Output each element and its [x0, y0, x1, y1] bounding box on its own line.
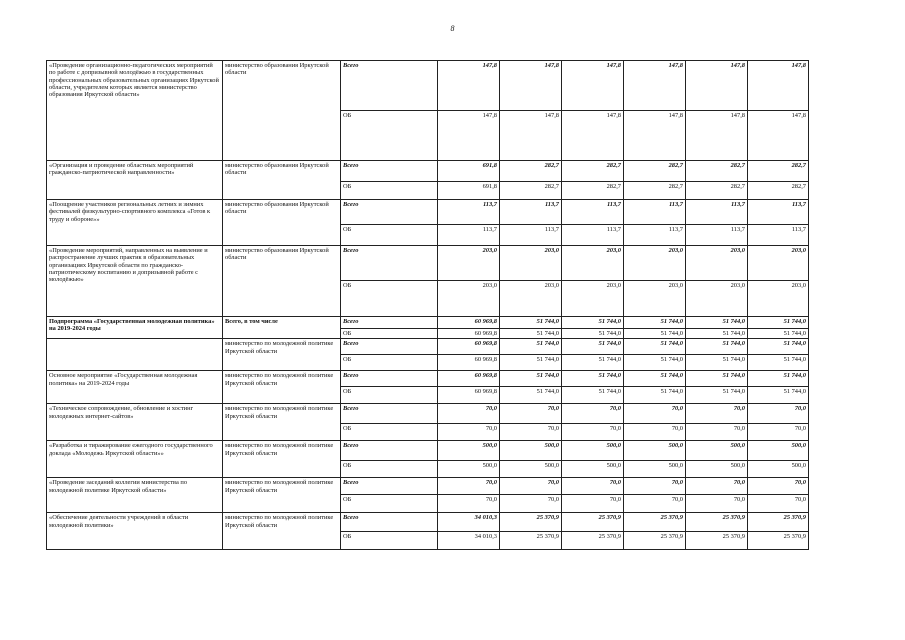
amount-cell: 51 744,0: [748, 387, 809, 404]
amount-cell: 203,0: [686, 246, 748, 281]
amount-cell: 113,7: [686, 200, 748, 225]
amount-cell: 51 744,0: [562, 371, 624, 387]
amount-cell: 70,0: [624, 424, 686, 441]
amount-cell: 203,0: [438, 246, 500, 281]
amount-cell: 500,0: [624, 441, 686, 461]
amount-cell: 500,0: [748, 461, 809, 478]
amount-cell: 203,0: [562, 281, 624, 317]
amount-cell: 25 370,9: [686, 532, 748, 550]
amount-cell: 51 744,0: [624, 355, 686, 371]
amount-cell: 147,8: [686, 61, 748, 111]
amount-cell: 51 744,0: [686, 355, 748, 371]
executor-cell: министерство по молодежной политике Иркутской области: [223, 478, 341, 513]
funding-source-cell: ОБ: [341, 225, 438, 246]
amount-cell: 147,8: [748, 61, 809, 111]
amount-cell: 147,8: [562, 61, 624, 111]
amount-cell: 282,7: [624, 161, 686, 182]
funding-source-cell: Всего: [341, 371, 438, 387]
amount-cell: 25 370,9: [624, 513, 686, 532]
amount-cell: 500,0: [562, 441, 624, 461]
amount-cell: 51 744,0: [500, 339, 562, 355]
amount-cell: 70,0: [748, 478, 809, 495]
amount-cell: 70,0: [624, 478, 686, 495]
amount-cell: 70,0: [500, 478, 562, 495]
amount-cell: 282,7: [748, 182, 809, 200]
amount-cell: 70,0: [624, 495, 686, 513]
amount-cell: 70,0: [748, 404, 809, 424]
amount-cell: 147,8: [624, 111, 686, 161]
amount-cell: 60 969,8: [438, 371, 500, 387]
page-number: 8: [450, 24, 455, 33]
measure-name-cell: «Проведение организационно-педагогических мероприятий по работе с допризывной молодёжью в государственных профессиональных образовательных организациях Иркутской области, учредителем которых является министерство образования Иркутской области»: [47, 61, 223, 161]
amount-cell: 51 744,0: [562, 339, 624, 355]
amount-cell: 113,7: [500, 200, 562, 225]
amount-cell: 113,7: [748, 200, 809, 225]
funding-source-cell: Всего: [341, 441, 438, 461]
amount-cell: 25 370,9: [748, 513, 809, 532]
amount-cell: 60 969,8: [438, 387, 500, 404]
table-body: [47, 61, 809, 550]
amount-cell: 70,0: [562, 495, 624, 513]
executor-cell: министерство по молодежной политике Иркутской области: [223, 339, 341, 371]
table-row: [47, 317, 809, 329]
table-row: [47, 246, 809, 281]
amount-cell: 51 744,0: [500, 387, 562, 404]
table-row: [47, 513, 809, 532]
amount-cell: 70,0: [500, 404, 562, 424]
amount-cell: 70,0: [562, 478, 624, 495]
amount-cell: 70,0: [686, 495, 748, 513]
amount-cell: 691,8: [438, 182, 500, 200]
table-row: [47, 161, 809, 182]
amount-cell: 60 969,8: [438, 329, 500, 339]
amount-cell: 147,8: [438, 111, 500, 161]
executor-cell: министерство образования Иркутской области: [223, 161, 341, 200]
amount-cell: 282,7: [500, 182, 562, 200]
executor-cell: министерство по молодежной политике Иркутской области: [223, 404, 341, 441]
amount-cell: 203,0: [500, 246, 562, 281]
amount-cell: 113,7: [562, 200, 624, 225]
amount-cell: 51 744,0: [686, 387, 748, 404]
amount-cell: 70,0: [500, 424, 562, 441]
amount-cell: 282,7: [562, 161, 624, 182]
amount-cell: 500,0: [500, 461, 562, 478]
amount-cell: 500,0: [624, 461, 686, 478]
amount-cell: 51 744,0: [624, 371, 686, 387]
table-row: [47, 404, 809, 424]
measure-name-cell: Основное мероприятие «Государственная молодежная политика» на 2019-2024 годы: [47, 371, 223, 404]
amount-cell: 282,7: [500, 161, 562, 182]
table-row: [47, 371, 809, 387]
amount-cell: 51 744,0: [624, 387, 686, 404]
measure-name-cell: «Обеспечение деятельности учреждений в области молодежной политики»: [47, 513, 223, 550]
amount-cell: 70,0: [562, 424, 624, 441]
amount-cell: 25 370,9: [562, 513, 624, 532]
amount-cell: 500,0: [438, 441, 500, 461]
amount-cell: 51 744,0: [500, 317, 562, 329]
amount-cell: 203,0: [500, 281, 562, 317]
amount-cell: 70,0: [624, 404, 686, 424]
funding-source-cell: Всего: [341, 200, 438, 225]
amount-cell: 25 370,9: [500, 513, 562, 532]
executor-cell: министерство образования Иркутской области: [223, 200, 341, 246]
funding-source-cell: Всего: [341, 61, 438, 111]
amount-cell: 51 744,0: [686, 329, 748, 339]
amount-cell: 203,0: [748, 246, 809, 281]
amount-cell: 51 744,0: [562, 317, 624, 329]
amount-cell: 70,0: [748, 424, 809, 441]
amount-cell: 70,0: [438, 424, 500, 441]
measure-name-cell: [47, 339, 223, 371]
amount-cell: 282,7: [562, 182, 624, 200]
amount-cell: 113,7: [438, 200, 500, 225]
funding-source-cell: ОБ: [341, 387, 438, 404]
amount-cell: 203,0: [438, 281, 500, 317]
amount-cell: 25 370,9: [748, 532, 809, 550]
amount-cell: 147,8: [748, 111, 809, 161]
amount-cell: 113,7: [748, 225, 809, 246]
amount-cell: 282,7: [686, 182, 748, 200]
amount-cell: 70,0: [438, 478, 500, 495]
funding-source-cell: ОБ: [341, 495, 438, 513]
executor-cell: министерство образования Иркутской области: [223, 61, 341, 161]
measure-name-cell: «Поощрение участников региональных летних и зимних фестивалей физкультурно-спортивного комплекса «Готов к труду и обороне»»: [47, 200, 223, 246]
funding-source-cell: ОБ: [341, 329, 438, 339]
amount-cell: 113,7: [562, 225, 624, 246]
measure-name-cell: «Разработка и тиражирование ежегодного государственного доклада «Молодежь Иркутской области»»: [47, 441, 223, 478]
amount-cell: 282,7: [686, 161, 748, 182]
executor-cell: министерство по молодежной политике Иркутской области: [223, 441, 341, 478]
amount-cell: 51 744,0: [748, 371, 809, 387]
amount-cell: 147,8: [500, 111, 562, 161]
amount-cell: 25 370,9: [624, 532, 686, 550]
funding-source-cell: Всего: [341, 404, 438, 424]
amount-cell: 34 010,3: [438, 532, 500, 550]
amount-cell: 70,0: [686, 424, 748, 441]
amount-cell: 34 010,3: [438, 513, 500, 532]
amount-cell: 51 744,0: [686, 317, 748, 329]
amount-cell: 51 744,0: [500, 371, 562, 387]
executor-cell: министерство образования Иркутской области: [223, 246, 341, 317]
funding-source-cell: Всего: [341, 339, 438, 355]
funding-source-cell: ОБ: [341, 461, 438, 478]
amount-cell: 51 744,0: [500, 355, 562, 371]
budget-table: [46, 60, 809, 550]
amount-cell: 500,0: [748, 441, 809, 461]
funding-source-cell: Всего: [341, 317, 438, 329]
amount-cell: 203,0: [562, 246, 624, 281]
amount-cell: 51 744,0: [686, 371, 748, 387]
table-row: [47, 339, 809, 355]
amount-cell: 500,0: [686, 441, 748, 461]
amount-cell: 51 744,0: [686, 339, 748, 355]
amount-cell: 51 744,0: [624, 339, 686, 355]
measure-name-cell: «Проведение мероприятий, направленных на выявление и распространение лучших практик в образовательных организациях Иркутской области по гражданско-патриотическому воспитанию и допризывной работе с молодёжью»: [47, 246, 223, 317]
amount-cell: 147,8: [562, 111, 624, 161]
amount-cell: 25 370,9: [500, 532, 562, 550]
amount-cell: 25 370,9: [562, 532, 624, 550]
measure-name-cell: «Проведение заседаний коллегии министерства по молодежной политике Иркутской области»: [47, 478, 223, 513]
funding-source-cell: Всего: [341, 513, 438, 532]
amount-cell: 70,0: [686, 478, 748, 495]
amount-cell: 25 370,9: [686, 513, 748, 532]
amount-cell: 282,7: [624, 182, 686, 200]
amount-cell: 500,0: [562, 461, 624, 478]
amount-cell: 203,0: [686, 281, 748, 317]
funding-source-cell: ОБ: [341, 182, 438, 200]
measure-name-cell: Подпрограмма «Государственная молодежная политика» на 2019-2024 годы: [47, 317, 223, 339]
executor-cell: министерство по молодежной политике Иркутской области: [223, 513, 341, 550]
amount-cell: 51 744,0: [624, 329, 686, 339]
funding-source-cell: Всего: [341, 161, 438, 182]
amount-cell: 203,0: [748, 281, 809, 317]
amount-cell: 691,8: [438, 161, 500, 182]
amount-cell: 70,0: [748, 495, 809, 513]
amount-cell: 60 969,8: [438, 355, 500, 371]
amount-cell: 51 744,0: [562, 329, 624, 339]
amount-cell: 203,0: [624, 281, 686, 317]
amount-cell: 60 969,8: [438, 317, 500, 329]
amount-cell: 113,7: [624, 225, 686, 246]
amount-cell: 51 744,0: [748, 355, 809, 371]
amount-cell: 51 744,0: [748, 329, 809, 339]
amount-cell: 70,0: [686, 404, 748, 424]
amount-cell: 113,7: [438, 225, 500, 246]
funding-source-cell: ОБ: [341, 424, 438, 441]
amount-cell: 51 744,0: [624, 317, 686, 329]
amount-cell: 147,8: [500, 61, 562, 111]
amount-cell: 113,7: [624, 200, 686, 225]
amount-cell: 60 969,8: [438, 339, 500, 355]
funding-source-cell: ОБ: [341, 532, 438, 550]
amount-cell: 70,0: [438, 495, 500, 513]
funding-source-cell: ОБ: [341, 281, 438, 317]
amount-cell: 113,7: [500, 225, 562, 246]
amount-cell: 70,0: [438, 404, 500, 424]
amount-cell: 147,8: [624, 61, 686, 111]
funding-source-cell: ОБ: [341, 355, 438, 371]
funding-source-cell: Всего: [341, 478, 438, 495]
amount-cell: 70,0: [562, 404, 624, 424]
measure-name-cell: «Организация и проведение областных мероприятий гражданско-патриотической направленности»: [47, 161, 223, 200]
funding-source-cell: ОБ: [341, 111, 438, 161]
amount-cell: 51 744,0: [748, 317, 809, 329]
amount-cell: 113,7: [686, 225, 748, 246]
executor-cell: министерство по молодежной политике Иркутской области: [223, 371, 341, 404]
table-row: [47, 441, 809, 461]
table-row: [47, 478, 809, 495]
amount-cell: 51 744,0: [562, 355, 624, 371]
amount-cell: 70,0: [500, 495, 562, 513]
funding-source-cell: Всего: [341, 246, 438, 281]
amount-cell: 500,0: [686, 461, 748, 478]
executor-cell: Всего, в том числе: [223, 317, 341, 339]
amount-cell: 51 744,0: [562, 387, 624, 404]
amount-cell: 51 744,0: [748, 339, 809, 355]
amount-cell: 203,0: [624, 246, 686, 281]
amount-cell: 147,8: [438, 61, 500, 111]
table-row: [47, 61, 809, 111]
table-row: [47, 200, 809, 225]
amount-cell: 51 744,0: [500, 329, 562, 339]
amount-cell: 282,7: [748, 161, 809, 182]
amount-cell: 147,8: [686, 111, 748, 161]
measure-name-cell: «Техническое сопровождение, обновление и хостинг молодежных интернет-сайтов»: [47, 404, 223, 441]
amount-cell: 500,0: [500, 441, 562, 461]
amount-cell: 500,0: [438, 461, 500, 478]
